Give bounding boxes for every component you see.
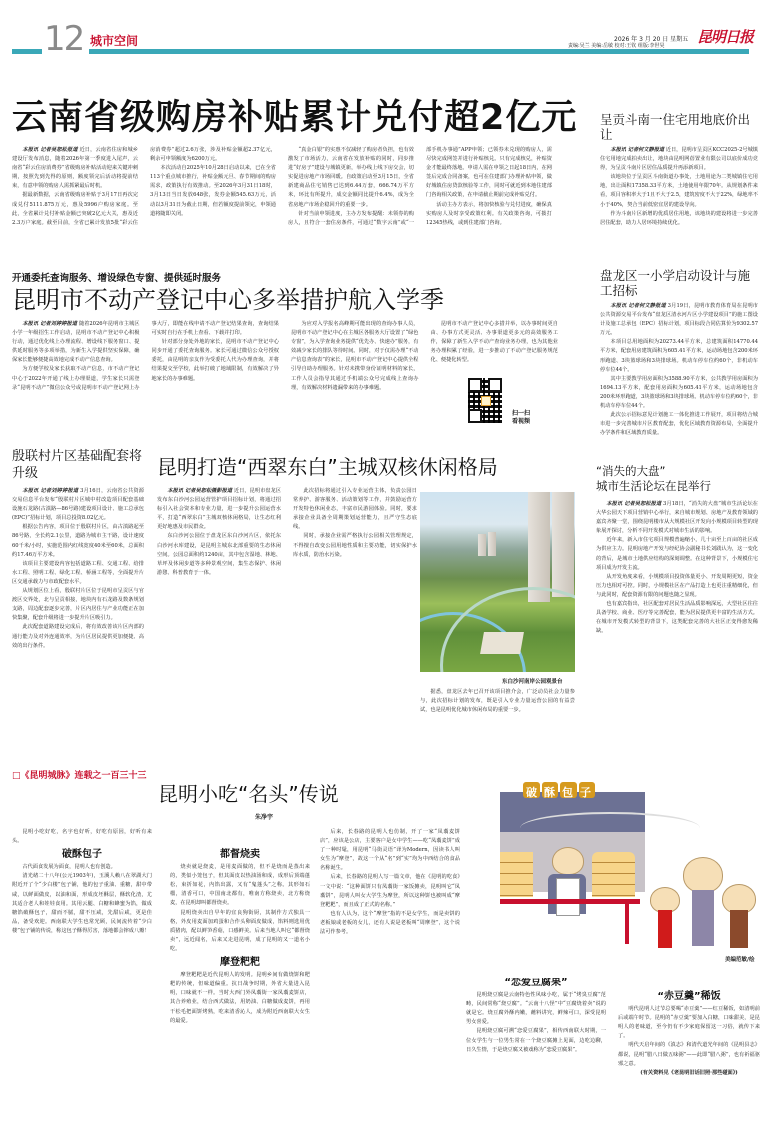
lead-paragraph: 本次活动自2025年10月28日启动以来，已在全省113个重点城市推行，补贴金额元旦、春节期间的购房需求，政策执行有效推动。至2026年3月31日18时，3月13日当日发放648张，发券金额545.63万元，活动以3月31日为截止日期，但若额度提前领完，申领通道将随即关闭。 <box>150 165 276 217</box>
sidebar-school-body <box>600 302 758 454</box>
section-title: “赤豆羹”稀饭 <box>657 991 721 1002</box>
lead-paragraph: 活动主办方表示，将加快核验与兑付进度，确保真实购房人及时享受政策红利。有关政策咨询，可拨打12345热线，或到住建部门咨询。 <box>426 201 552 226</box>
registry-paragraph: 为应对入学报名高峰期可能出现的查询办事人员，昆明市不动产登记中心在主城区各服务大厅设置了“绿色专窗”，为入学查询业务提供“优先办、快速办”服务，有效减少家长的排队等待时间。同时，对于仅需办理“不动产信息查询表”的家长，昆明市不动产登记中心提供全程引导自助办理服务。针对未携带身份证明材料的家长，工作人员会指导其通过手机端公众号完成线上查询办理，有效解决材料遗漏带来的办事难题。 <box>291 321 419 391</box>
yinlian-paragraph: 从规划区位上看，殷联村片区位于昆明市呈贡区与官渡区交界处，北与呈贡相接，地块内有石龙路及数条规划支路，周边配套逐步完善，片区内居住与产业功能正在加快集聚，配套升级将进一步提升片区吸引力。 <box>12 588 144 622</box>
illus-bun-chef <box>552 847 584 875</box>
illus-counter-leg <box>625 904 629 944</box>
park-photo-caption: 东白沙河南岸公园观景台 <box>502 679 563 685</box>
feature-col-2 <box>170 828 310 1133</box>
qr-finder <box>468 409 482 423</box>
sidebar-school-paragraph: 本报讯 记者何文静报道 3月19日，昆明市教育体育局在昆明市公共资源交易平台发布“盘龙区清水河片区小学建设项目”的施工图设计及施工总承包（EPC）招标计划，项目标段合同估算价为9302.57万元。 <box>600 303 758 337</box>
forum-paragraph: 近年来，新入市住宅项目规模普遍缩小，几十亩至上百亩的社区成为供应主力。昆明房地产开发与经纪协会副秘书长刘践认为，这一变化的背后，是城市土地供应结构的深刻调整。在这种背景下，小规模住宅项目成为开发主流。 <box>596 537 758 571</box>
illus-counter <box>500 899 640 904</box>
park-paragraph: 此次招标将通过引入专业运营主体，负责公园日常养护、游客服务、活动策划等工作，并鼓励运营方开发特色休闲业态，丰富市民游园体验。同时，要求承接企业具备全周期策划运营能力，且严守生态底线。 <box>293 488 417 531</box>
lead-headline: 云南省级购房补贴累计兑付超2亿元 <box>12 98 578 138</box>
lead-byline: 本报讯 记者吴恕松报道 <box>22 147 78 153</box>
lead-body <box>12 146 552 251</box>
illustration-credit: 美编范敏/绘 <box>725 957 755 963</box>
illus-steamer-left <box>500 852 533 897</box>
photo-building <box>488 532 496 556</box>
lead-paragraph: 本报讯 记者吴恕松报道 近日，云南省住房和城乡建设厅发布消息，随着2026年第一季度进入尾声，云南省“彩云住房消费券”省级购房补贴活动迎来关键冲刺期，按照先到先得的原则，额度领完后活动将提前结束，有意申领的购房人需抓紧最后时机。 <box>12 147 138 190</box>
illus-sign-text: 破酥包子 <box>526 786 598 799</box>
lead-paragraph: 据最新数据，云南省级购房补贴于3月17日再次完成兑付5111.875万元，惠及5996户购房家庭。至此，全省累计兑付补贴金额已突破2亿元大关，惠及近2.3万户家庭。截至目前，全省已累计发放5批“彩云住房消费券”超过2.6万张，涉及补贴金额超2.37亿元，剩余可申领额度为6200万元。 <box>12 147 276 226</box>
yinlian-paragraph: 该项目主要建设内容包括道路工程、交通工程、给排水工程、照明工程、绿化工程、桥涵工程等，全面提升片区交通承载力与市政配套水平。 <box>12 560 144 585</box>
lead-paragraph: “真金白银”的实惠不仅减轻了购房者负担，也有效激发了市场活力，云南省在发放补贴的同时，同步推进“好房子”建设与城镇更新，举办线上线下房交会，切实促进房地产市场回暖。自政策启动至3月15日，全省新建商品住宅销售已达到6.44万套，666.74万平方米，环比有所提升，成交金额同比提升6.4%，成为全省房地产市场企稳回升的重要一步。 <box>288 147 414 208</box>
feature-paragraph: 清光绪二十八年(公元1903年)，玉溪人赖八在翠湖大门附近开了个“少白楼”包子铺，他的包子重油、重糖，甜中带咸，以鲜面做皮，以油和面，形成皮坯酥层，酥软化渣，尤其适合老人和娃娃食用。其用云腿、白糖和蜂蜜为馅，做成糖馅破酥包子，甜而不腻，甜不压咸，先甜后咸，更是佳品，备受欢迎。西南联大学生也常光顾，民间流传着“少白楼”包子铺的传说，称这包子酥得厉害，落地都会摔成八瓣！ <box>12 873 152 934</box>
forum-paragraph: 从开发角度来看，小规模项目投资体量更小、开发周期更短，资金压力也相对可控。同时，小规模社区在产品打造上也更注重精细化，但与此同时，配套资源有限的问题也随之显现。 <box>596 573 758 598</box>
photo-path <box>440 587 575 672</box>
sidebar-land-paragraph: 该地块位于呈贡区斗南街道办事处，土地用途为二类城镇住宅用地，出让面积17358.33平方米，土地使用年限70年。从规划条件来看，项目容积率大于1且不大于2.5，建筑密度不大于22%，绿地率不小于40%，契合当前低密宜居的建设导向。 <box>600 174 758 208</box>
sidebar-school-paragraph: 此次公示招标意见计划施工一体化推进工作展开，项目将结合城市进一步完善城市片区教育配套，优化区域教育资源布局，全面提升办学条件和区域教育质量。 <box>600 412 758 437</box>
park-paragraph: 东白沙河公园位于盘龙区东白沙河片区，依托东白沙河水库建设，是昆明主城东北部重要的生态休闲空间。公园总面积约1240亩，其中包含湿地、林地、草坪及休闲步道等多种景观空间，集生态保护、休闲游憩、科普教育于一体。 <box>157 533 281 576</box>
registry-paragraph: 昆明市不动产登记中心多措并举，以办事时间更自由、办事方式更灵活、办事渠道更多元的高效服务工作，保障了新生入学不动产查询业务办理，也为其他业务办理积累了经验，进一步推动了不动产登记服务规范化、便捷化转型。 <box>430 321 558 364</box>
sidebar-land-paragraph: 作为斗南片区新增的优质居住用地，该地块的建设将进一步完善居住配套，助力人居环境持续优化。 <box>600 210 758 226</box>
feature-paragraph: 烧卖就是烧麦，是用麦面做的，但不是烧而是蒸出来的，类似小笼包子，但其面皮以热油汤和成，成形后顶端蓬松，束折如花，内馅出露，又有“鬼蓬头”之称。其形如石榴，清香可口，中国南北都有，唯南方称烧卖，北方称烧麦，在昆明却叫都督烧卖。 <box>170 864 310 907</box>
park-paragraph: 本报讯 记者吴恕松摄影报道 近日，昆明市盘龙区发布东白沙河公园运营管护项目招标计划，将通过招标引入社会资本和专业力量，进一步提升公园运营水平，打造“西翠东白”主城双核休闲格局，让生态红利更好地惠及市民群众。 <box>157 488 281 531</box>
feature-paragraph: 后来，长春路的昆明人写一篇文章，他在《昆明的吃食》一文中说：“这种面饼只有凤翥街一家饭摊卖，昆明叫它“凤翥饼”，昆明人叫女大学生为摩登，所以这种饼也被叫成“摩登粑粑”，而且成了正式的名称。” <box>320 874 460 908</box>
feature-paragraph: 明代昆明人过节总要喝“赤豆羹”——红豆稀饭，如清明前后或端午时节。昆明的“赤豆羹”要加入白糖，口味甜美，是昆明人的老味道，至今仍有不少家庭保留这一习俗，就传下来了。 <box>618 1006 760 1040</box>
forum-headline-line1: “消失的大盘” <box>596 464 666 478</box>
sidebar-school-paragraph: 其中主要教学用房面积为3588.90平方米，公共教学用房面积为1694.13平方米，配套用房面积为605.41平方米，运动场地包含200米环形跑道，3块篮球场和3块排球场。机动车停车位约60个，非机动车停车位44个。 <box>600 375 758 410</box>
forum-paragraph: 也有嘉宾指出，社区配套对居民生活品质影响深远，大型社区往往具备学校、商业、医疗等完善配套，能为居民提供更丰富的生活方式。在城市开发模式转型的背景下，这类配套完善的大社区正变得愈发稀缺。 <box>596 601 758 635</box>
feature-col-3 <box>320 828 460 1133</box>
park-photo <box>420 492 575 672</box>
illus-customer-body <box>692 890 714 946</box>
feature-col-5 <box>618 978 760 1133</box>
feature-paragraph: 摩登粑粑是近代昆明人的发明。昆明乡间有做烧饼和粑粑的传统，但味道偏重。抗日战争时期，外省大量进入昆明，口味就不一样。当时大西门外凤翥街一家凤翥麦饼店，其合养殖业，结合西式做法，用奶油、白糖做成麦饼，再用干松毛把面饼烤熟，吃来清香沁人，成为附近西南联大女生的最爱。 <box>170 972 310 1024</box>
forum-body <box>596 500 758 738</box>
forum-headline-line2: 城市生活论坛在昆举行 <box>596 479 711 493</box>
park-paragraph: 同时，承接企业需严格执行公园相关管理规定，不得擅自改变公园用地性质和主要功能，切实保护水库水质，防治水污染。 <box>293 533 417 558</box>
illus-chef-apron <box>556 878 580 916</box>
qr-caption-video: 看视频 <box>512 418 531 425</box>
yinlian-paragraph: 本报讯 记者刘婷婷报道 3月16日，云南省公共资源交易信息平台发布“殷联村片区城中村改造项目配套基础设施石龙路(古滇路—86号路)建设项目设计、施工总承包(EPC)”招标计划，项目总投资8.02亿元。 <box>12 488 144 522</box>
section-title: 摩登粑粑 <box>220 957 260 969</box>
feature-author: 朱净宇 <box>255 814 274 821</box>
illus-customer-body <box>730 910 748 948</box>
yinlian-paragraph: 根据公告内容，项目位于殷联村片区，由古滇路起至86号路，全长约2.1公里，道路为城市主干路，设计速度60千米/小时，实施范围内红线宽度40米至60米，总面积约17.46万平方米。 <box>12 524 144 558</box>
park-body-col1 <box>157 487 417 737</box>
section-title: 都督烧卖 <box>220 849 260 860</box>
photo-building <box>528 492 550 602</box>
registry-paragraph: 本报讯 记者刘婷婷报道 随着2026年昆明市主城区小学一年级招生工作启动，昆明市不动产登记中心积极行动，通过优化线上办理流程、增设线下服务窗口、提供延时服务等多项举措，为新生入学提供坚实保障，确保家长能够便捷高效地完成不动产信息查询。 <box>12 321 140 364</box>
forum-paragraph: 本报讯 记者吴恕松报道 3月18日，“消失的大盘”城市生活论坛在大华公园天下项目营销中心举行，来自城市规划、房地产及教育领域的嘉宾齐聚一堂，围绕昆明楼市从大规模社区开发向小规模项目转型的现象展开探讨，分析不同开发模式对城市生活的影响。 <box>596 501 758 535</box>
sidebar-school-headline: 盘龙区一小学启动设计与施工招标 <box>600 268 751 298</box>
staff-credits: 责编:吴兰 美编:岳敏 校对:王钦 组版:李世昊 <box>568 43 665 49</box>
feature-paragraph: 明代天启年间的《滇志》和清代道光年间的《昆明县志》都说，昆明“腊八日做五味粥”——此即“腊八粥”，也有祈福驱邪之意。 <box>618 1042 760 1067</box>
registry-paragraph: 针对部分身处外地的家长，昆明市不动产登记中心同步开通了委托查询服务。家长可通过微信公众号授权委托，由昆明的亲友作为受委托人代为办理查询，并将结果提交至学校，此举打破了地域限制，有效解决了异地家长的办事难题。 <box>151 339 279 382</box>
park-body-col3 <box>420 688 575 736</box>
header-rule <box>89 49 749 54</box>
source-note: (有关资料见《老昆明旧话旧照·那些碰面》) <box>640 1069 738 1076</box>
illus-customer-body <box>658 910 672 948</box>
feature-paragraph: 也有人认为，这个“摩登”指的不是女学生，而是卖饼的老板娘或老板的女儿，还有人说是老板叫“周摩登”，这个说法可作参考。 <box>320 910 460 936</box>
photo-viewing-deck <box>480 632 524 654</box>
feature-paragraph: 后来，长春路的昆明人也仿制，开了一家“凤翥麦饼店”，应该是公店，主要客户是女中学生——吃“凤翥麦饼”成了一种时髦，用昆明“马街灵语”译为Modern，因读书人叫女生为“摩登”，故这一个从“名”到“实”均为中西结合的食品名称诞生。 <box>320 829 460 872</box>
qr-logo-icon <box>481 396 491 406</box>
park-paragraph: 据悉，盘龙区去年已召开该项目推介会，广泛动员社会力量参与，此次招标计划的发布，既是引入专业力量运营公园的有益尝试，也是昆明优化城市休闲布局的重要一步。 <box>420 689 575 714</box>
yinlian-paragraph: 此次配套道路建设完成后，将有效改善该片区内部的通行能力及对外连通效率，为片区居民提供更加便捷、高效的出行条件。 <box>12 624 144 649</box>
feature-paragraph: 昆明烧豆腐可溯“恋爱豆腐果”，相传西南联大时期，一位女学生与一位男生常在一个烧豆腐摊上见面，边吃边聊，日久生情，于是烧豆腐又被戏称为“恋爱豆腐果”。 <box>466 1028 606 1053</box>
feature-paragraph: 昆明烧豆腐是云南特色性风味小吃，属于“烤臭豆腐”范畴，民间常称“烧豆腐”。“云南十八怪”中“豆腐烧着卖”说的就是它。烧豆腐外酥内嫩，蘸料讲究，鲜辣可口，深受昆明男女喜爱。 <box>466 992 606 1026</box>
page-number: 12 <box>44 19 84 59</box>
feature-paragraph: 古代面食发展为面食，昆明人也有创造。 <box>22 864 116 871</box>
yinlian-body <box>12 487 144 737</box>
feature-headline: 昆明小吃“名头”传说 <box>158 782 339 806</box>
section-title: “恋爱豆腐果” <box>504 978 568 988</box>
feature-col-1 <box>12 828 152 1133</box>
sidebar-land-body <box>600 146 758 244</box>
feature-paragraph: 昆明烧卖出自早年的宜良狗街厨，其制作方式独具一格，外皮用麦面加鸡蛋和合作头卵面皮做成，馅料则选用优质猪肉，配以鲜笋香菇，口感鲜美。后来当地人叫它“都督烧卖”，远近闻名，后来又走进昆明，成了昆明的又一道名小吃。 <box>170 909 310 952</box>
registry-kicker: 开通委托查询服务、增设绿色专窗、提供延时服务 <box>12 273 222 284</box>
qr-finder <box>488 378 502 392</box>
qr-caption-scan: 扫一扫 <box>512 410 531 417</box>
feature-col-4 <box>466 978 606 1133</box>
photo-building <box>478 534 486 556</box>
qr-finder <box>468 378 482 392</box>
issue-date: 2026 年 3 月 20 日 星期五 <box>614 36 689 43</box>
header-rule-left <box>12 49 42 54</box>
feature-intro: 昆明小吃好吃，名字也好听，好吃有原因，好听有来头。 <box>12 829 152 845</box>
masthead-logo: 昆明日报 <box>697 28 754 46</box>
section-title: 破酥包子 <box>62 849 102 861</box>
sidebar-land-headline: 呈贡斗南一住宅用地底价出让 <box>600 112 751 142</box>
illus-steam <box>520 812 700 844</box>
park-headline: 昆明打造“西翠东白”主城双核休闲格局 <box>157 455 498 479</box>
feature-series-label: □《昆明城脉》连载之一百三十三 <box>12 771 147 781</box>
registry-paragraph: 为方便学校及家长获取不动产信息，市不动产登记中心于2022年开通了线上办理渠道，学生家长只需登录“昆明不动产”微信公众号或昆明市不动产登记网上办事大厅，即能在线申请不动产登记结果查询，查询结果可实时自行在手机上查看、下载并打印。 <box>12 321 279 391</box>
illus-steamer-right <box>592 852 635 897</box>
sidebar-land-paragraph: 本报讯 记者何文静报道 近日，昆明市呈贡区KCC2025-2号城镇住宅用地完成拍卖出让，地块由昆明网蓓置业有限公司以底价成功竞得，为呈贡斗南片区居住品质提升再添新项目。 <box>600 147 758 172</box>
feature-illustration <box>500 782 770 952</box>
photo-building <box>552 492 574 597</box>
section-name: 城市空间 <box>90 34 139 48</box>
lead-paragraph: 针对当前申领进度，主办方发布提醒：未领券的购房人，且符合一套住房条件，可通过“数字云南”或“一部手机办事通”APP申领；已领券未兑现的购房人，需尽快完成网签并进行补贴核兑。只有完成核兑，补贴资金才能最终落地。申请人需在申领之日起18日内，在网签后完成合同备案，也可在住建部门办理补贴申领，做好城镇住房贷款核验等工作，同时可就近到本地住建部门咨询相关政策，在申请截止期前完成补贴兑付。 <box>288 147 552 226</box>
qr-code[interactable] <box>468 378 502 423</box>
registry-headline: 昆明市不动产登记中心多举措护航入学季 <box>12 286 444 314</box>
yinlian-headline: 殷联村片区基础配套将升级 <box>12 449 143 481</box>
sidebar-school-paragraph: 本项目总用地面积为20273.44平方米，总建筑面积14770.44平方米，配套用房建筑面积为605.41平方米，运动场地包含200米环形跑道、3块篮球场和3块排球场。机动车停车位约60个，非机动车停车位44个。 <box>600 339 758 373</box>
illus-bun-customer <box>683 857 723 893</box>
